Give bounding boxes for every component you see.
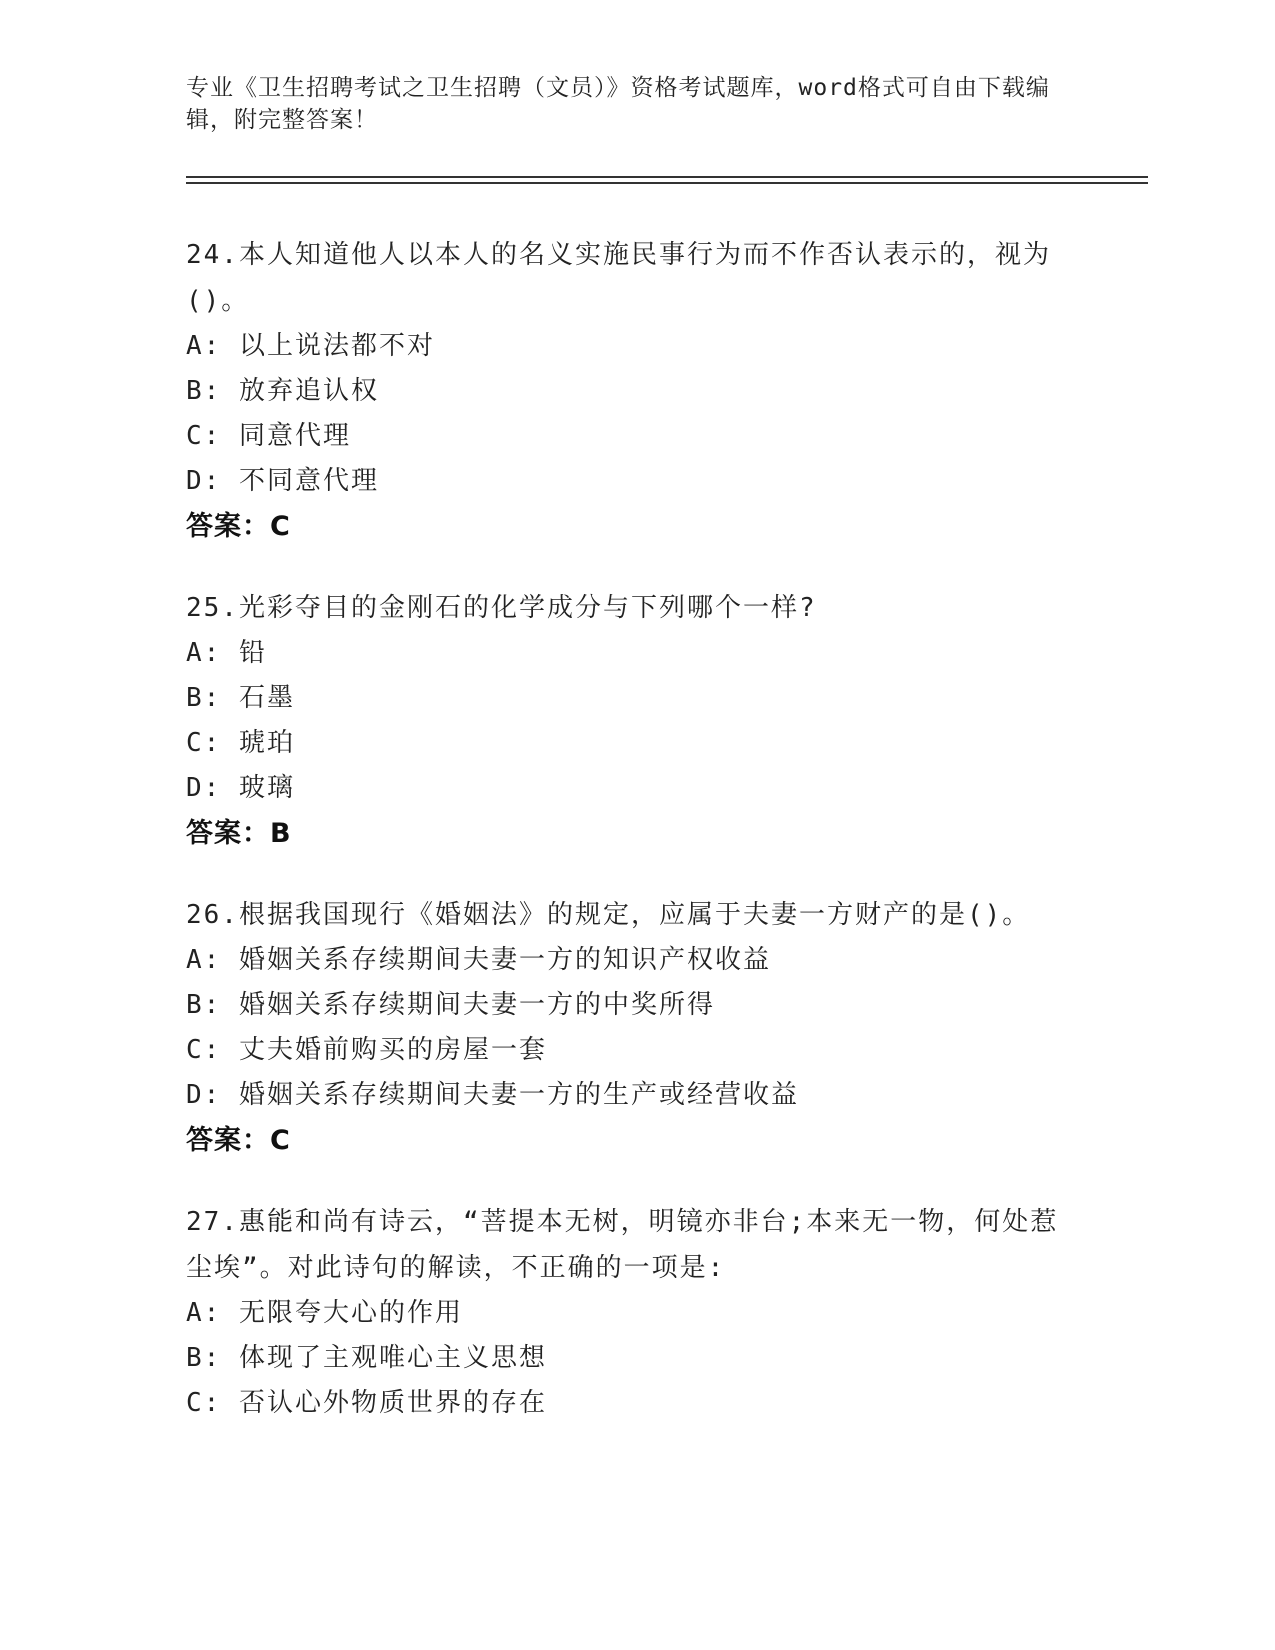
header-divider-top	[186, 176, 1148, 178]
header-divider-bottom	[186, 182, 1148, 184]
option-c: C: 琥珀	[186, 728, 295, 758]
answer-label: 答案：B	[186, 818, 292, 849]
option-a: A: 以上说法都不对	[186, 331, 435, 361]
question-stem: 25.光彩夺目的金刚石的化学成分与下列哪个一样?	[186, 593, 817, 623]
question-list	[186, 232, 1086, 1461]
question-25	[186, 585, 1086, 857]
option-a: A: 婚姻关系存续期间夫妻一方的知识产权收益	[186, 945, 771, 975]
option-c: C: 丈夫婚前购买的房屋一套	[186, 1035, 547, 1065]
option-a: A: 无限夸大心的作用	[186, 1298, 463, 1328]
question-26	[186, 892, 1086, 1164]
option-a: A: 铅	[186, 638, 267, 668]
option-d: D: 婚姻关系存续期间夫妻一方的生产或经营收益	[186, 1080, 799, 1110]
option-b: B: 石墨	[186, 683, 295, 713]
question-24	[186, 232, 1086, 550]
question-stem: 27.惠能和尚有诗云，“菩提本无树，明镜亦非台;本来无一物，何处惹尘埃”。对此诗句的解读，不正确的一项是:	[186, 1207, 1059, 1283]
question-stem: 26.根据我国现行《婚姻法》的规定，应属于夫妻一方财产的是()。	[186, 900, 1031, 930]
option-b: B: 体现了主观唯心主义思想	[186, 1343, 547, 1373]
option-b: B: 放弃追认权	[186, 376, 379, 406]
document-header: 专业《卫生招聘考试之卫生招聘（文员）》资格考试题库，word格式可自由下载编辑，附完整答案！	[186, 75, 1050, 133]
answer-label: 答案：C	[186, 1125, 291, 1156]
question-stem: 24.本人知道他人以本人的名义实施民事行为而不作否认表示的，视为()。	[186, 240, 1051, 316]
option-d: D: 不同意代理	[186, 466, 379, 496]
option-b: B: 婚姻关系存续期间夫妻一方的中奖所得	[186, 990, 715, 1020]
option-d: D: 玻璃	[186, 773, 295, 803]
answer-label: 答案：C	[186, 511, 291, 542]
question-27	[186, 1199, 1086, 1426]
option-c: C: 同意代理	[186, 421, 351, 451]
option-c: C: 否认心外物质世界的存在	[186, 1388, 547, 1418]
